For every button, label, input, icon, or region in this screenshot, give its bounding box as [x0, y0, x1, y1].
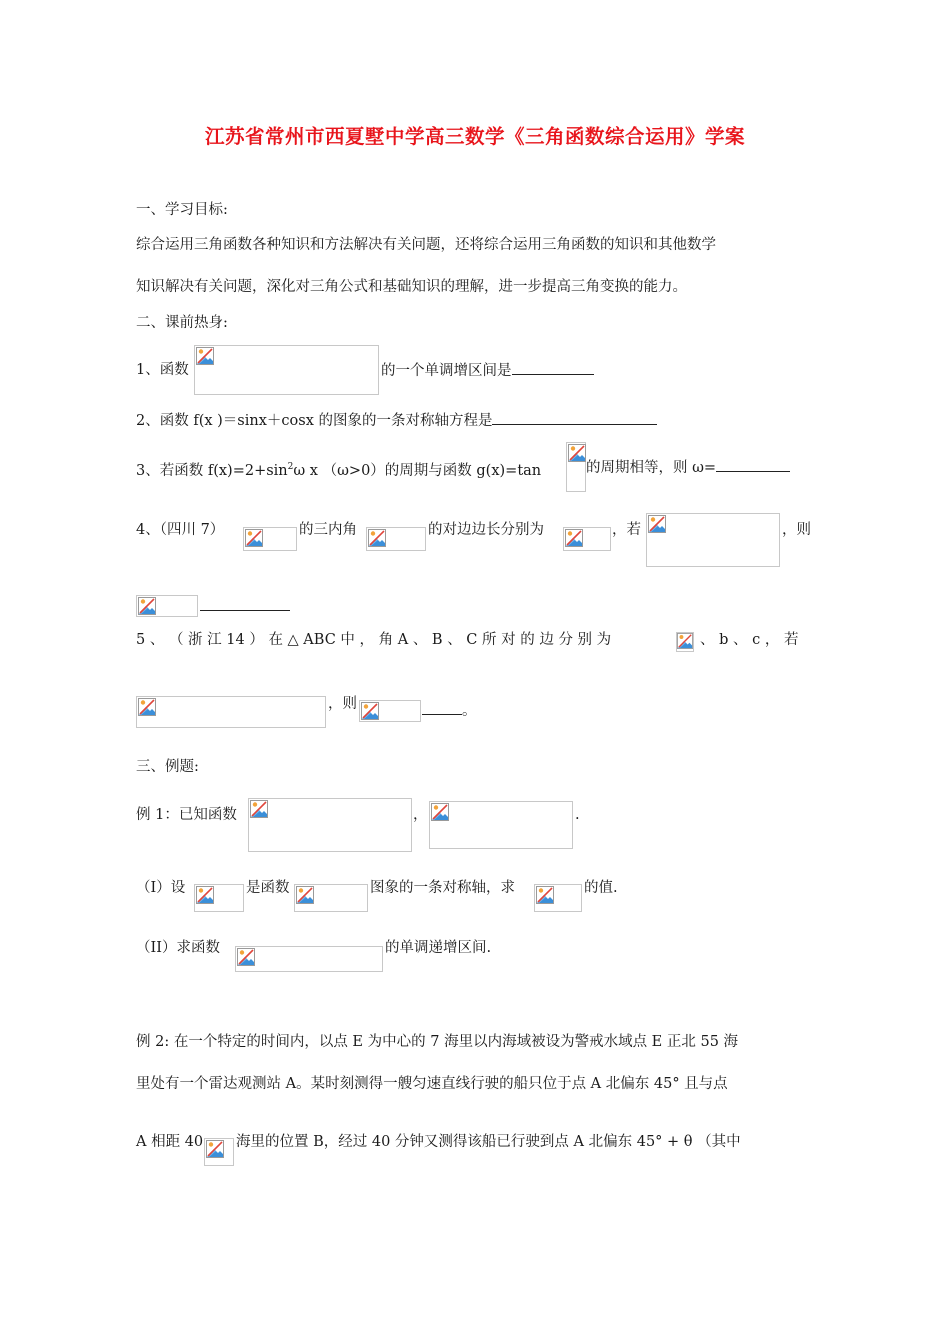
q3-prefix: 3、若函数 $f(x)=2+\sin^2\omega$ x （ω>0）的周期与函数 g(x)=tan: [136, 462, 542, 479]
q2-answer-blank[interactable]: [492, 410, 657, 425]
q5-text-c: ，则: [328, 696, 357, 712]
ex1-part-ii-b: 的单调递增区间.: [385, 940, 492, 956]
broken-image-icon: [196, 347, 214, 365]
broken-image-icon: [138, 698, 156, 716]
q2-text: 2、函数 f(x )＝sinx＋cosx 的图象的一条对称轴方程是: [136, 410, 657, 431]
section-1-line-2: 知识解决有关问题，深化对三角公式和基础知识的理解，进一步提高三角变换的能力。: [136, 279, 687, 295]
broken-image-icon: [361, 702, 379, 720]
broken-image-icon: [296, 886, 314, 904]
q1-prefix: 1、函数: [136, 362, 189, 378]
broken-image-icon: [245, 529, 263, 547]
section-2-heading: 二、课前热身:: [136, 315, 228, 331]
q5-text-b: 、 b 、 c ， 若: [700, 632, 799, 648]
broken-image-icon: [648, 515, 666, 533]
broken-image-icon: [138, 597, 156, 615]
ex1-part-i-a: （I）设: [136, 880, 186, 896]
q5-text-a: 5 、 （ 浙 江 14 ） 在 △ ABC 中 ， 角 A 、 B 、 C 所 对 的 边 分 别 为: [136, 632, 612, 648]
q4-angles-image: [366, 527, 426, 551]
broken-image-icon: [677, 633, 693, 649]
q4-text-e: ，则: [782, 522, 811, 538]
broken-image-icon: [536, 886, 554, 904]
q1-suffix: 的一个单调增区间是: [381, 360, 594, 381]
q4-answer-blank[interactable]: [200, 596, 290, 611]
ex1-part-i-g-image: [534, 884, 582, 912]
ex1-function-g-image: [429, 801, 573, 849]
q4-text-b: 的三内角: [299, 522, 357, 538]
broken-image-icon: [568, 444, 586, 462]
q1-formula-image: [194, 345, 379, 395]
q4-sides-image: [563, 527, 611, 551]
broken-image-icon: [368, 529, 386, 547]
q4-text-d: ，若: [612, 522, 641, 538]
ex1-part-i-x0-image: [194, 884, 244, 912]
ex1-prefix: 例 1：已知函数: [136, 807, 237, 823]
broken-image-icon: [565, 529, 583, 547]
broken-image-icon: [250, 800, 268, 818]
broken-image-icon: [196, 886, 214, 904]
ex1-comma: ，: [413, 807, 428, 823]
ex1-function-f-image: [248, 798, 412, 852]
ex2-line-3-b: 海里的位置 B，经过 40 分钟又测得该船已行驶到点 A 北偏东 45° + θ （其中: [236, 1134, 741, 1150]
ex2-sqrt-image: [204, 1138, 234, 1166]
ex1-part-i-c: 图象的一条对称轴，求: [370, 880, 515, 896]
q4-text-c: 的对边边长分别为: [428, 522, 544, 538]
ex2-line-2: 里处有一个雷达观测站 A。某时刻测得一艘匀速直线行驶的船只位于点 A 北偏东 45° 且与点: [136, 1076, 728, 1092]
q4-condition-image: [646, 513, 780, 567]
q5-answer-line: 。: [422, 700, 477, 721]
broken-image-icon: [431, 803, 449, 821]
broken-image-icon: [237, 948, 255, 966]
q5-query-image: [359, 700, 421, 722]
ex1-part-ii-a: （II）求函数: [136, 940, 220, 956]
q4-label: 4、（四川 7）: [136, 522, 225, 538]
section-1-heading: 一、学习目标:: [136, 202, 228, 218]
ex1-part-i-f-image: [294, 884, 368, 912]
broken-image-icon: [206, 1140, 224, 1158]
section-1-line-1: 综合运用三角函数各种知识和方法解决有关问题，还将综合运用三角函数的知识和其他数学: [136, 237, 716, 253]
q4-triangle-image: [243, 527, 297, 551]
ex1-part-i-d: 的值.: [584, 880, 618, 896]
ex2-line-3-a: A 相距 40: [136, 1134, 204, 1150]
ex2-line-1: 例 2: 在一个特定的时间内，以点 E 为中心的 7 海里以内海域被设为警戒水域点 E 正北 55 海: [136, 1034, 739, 1050]
q3-suffix: 的周期相等，则 ω=: [586, 457, 790, 478]
ex1-period: .: [575, 807, 580, 823]
q4-answer-line: [200, 596, 290, 617]
q1-answer-blank[interactable]: [512, 360, 594, 375]
q4-answer-image: [136, 595, 198, 617]
q5-side-a-image: [676, 632, 694, 652]
ex1-part-ii-h-image: [235, 946, 383, 972]
q3-formula-image: [566, 442, 586, 492]
ex1-part-i-b: 是函数: [246, 880, 290, 896]
q5-condition-image: [136, 696, 326, 728]
section-3-heading: 三、例题:: [136, 759, 199, 775]
q5-answer-blank[interactable]: [422, 700, 462, 715]
q3-answer-blank[interactable]: [716, 457, 790, 472]
document-title: 江苏省常州市西夏墅中学高三数学《三角函数综合运用》学案: [204, 125, 745, 148]
